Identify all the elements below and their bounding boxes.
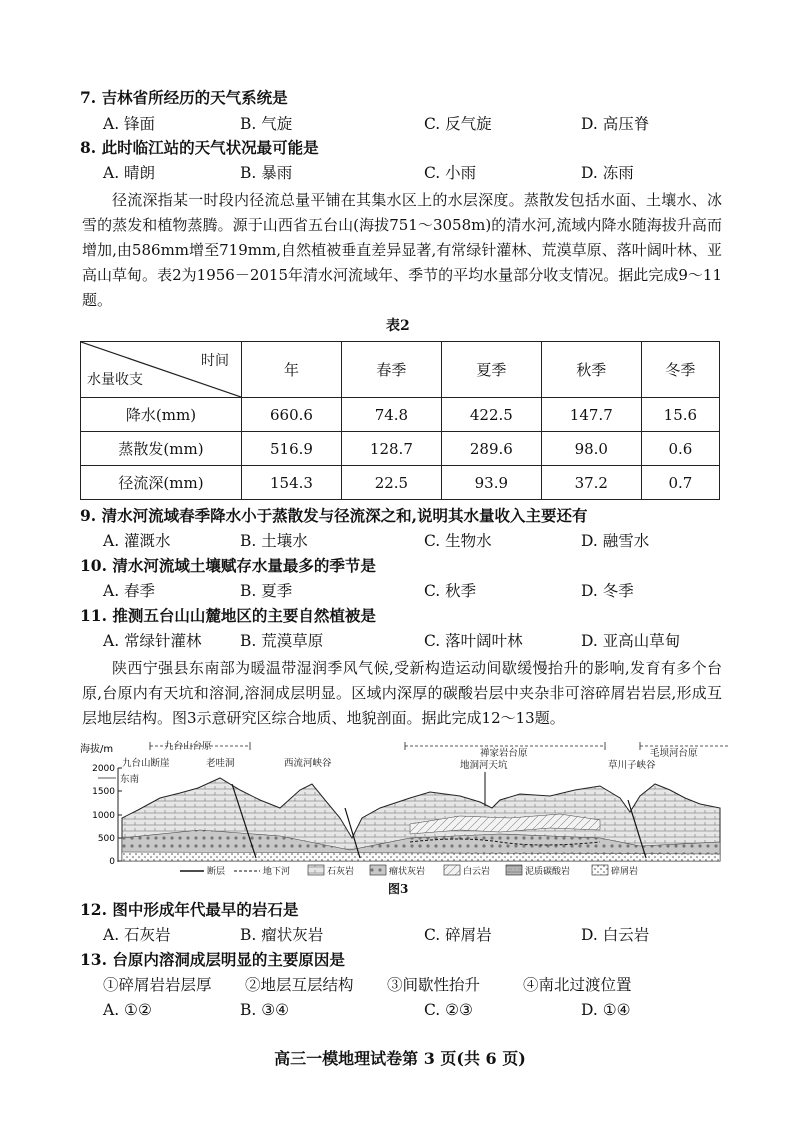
page-footer: 高三一模地理试卷第 3 页(共 6 页) — [274, 1049, 526, 1068]
question-9-option-a[interactable]: A. 灌溉水 — [103, 532, 171, 550]
question-9-stem: 9. 清水河流域春季降水小于蒸散发与径流深之和,说明其水量收入主要还有 — [80, 506, 588, 525]
question-9-option-b[interactable]: B. 土壤水 — [240, 532, 308, 550]
table-cell: 516.9 — [242, 432, 342, 466]
table-cell: 93.9 — [441, 466, 541, 500]
table-corner-cell — [81, 342, 242, 398]
question-8-option-b[interactable]: B. 暴雨 — [240, 164, 293, 182]
question-12-option-d[interactable]: D. 白云岩 — [581, 926, 650, 944]
legend-nodular-swatch — [370, 865, 386, 875]
place-label-laowadong: 老哇洞 — [206, 758, 235, 769]
question-8-option-a[interactable]: A. 晴朗 — [103, 164, 156, 182]
table-cell: 15.6 — [641, 398, 719, 432]
y-axis-label: 海拔/m — [80, 744, 114, 755]
question-11-option-a[interactable]: A. 常绿针灌林 — [103, 632, 202, 650]
legend-clastic-swatch — [592, 865, 608, 875]
table-row-label: 蒸散发(mm) — [81, 432, 242, 466]
question-9-option-d[interactable]: D. 融雪水 — [581, 532, 650, 550]
question-11-option-c[interactable]: C. 落叶阔叶林 — [424, 632, 523, 650]
question-10-option-b[interactable]: B. 夏季 — [240, 582, 293, 600]
question-13-option-b[interactable]: B. ③④ — [240, 1001, 290, 1019]
table-header-row — [81, 342, 720, 398]
question-13-stem: 13. 台原内溶洞成层明显的主要原因是 — [80, 950, 345, 969]
question-11-option-d[interactable]: D. 亚高山草甸 — [581, 632, 681, 650]
place-label-xiliuhe-gorge: 西流河峡谷 — [284, 758, 332, 769]
question-7-option-a[interactable]: A. 锋面 — [103, 115, 156, 133]
table-row — [81, 466, 720, 500]
table-cell: 660.6 — [242, 398, 342, 432]
legend-marl-swatch — [506, 865, 522, 875]
legend-clastic-rock: 碎屑岩 — [611, 867, 639, 877]
place-label-caochuanzi-gorge: 草川子峡谷 — [608, 760, 656, 771]
question-13-choice-1: ①碎屑岩岩层厚 — [103, 976, 212, 994]
question-13-choice-2: ②地层互层结构 — [245, 976, 354, 994]
legend-underground-river: 地下河 — [263, 867, 291, 877]
table-row-label: 径流深(mm) — [81, 466, 242, 500]
y-tick-label: 2000 — [92, 764, 115, 774]
question-13-option-d[interactable]: D. ①④ — [581, 1001, 631, 1019]
reading-passage-2 — [82, 656, 722, 731]
legend-limestone: 石灰岩 — [327, 867, 355, 877]
corner-label-item: 水量收支 — [87, 372, 143, 388]
table-column-header: 年 — [242, 342, 342, 398]
table-column-header: 秋季 — [541, 342, 641, 398]
figure-caption: 图3 — [388, 882, 409, 896]
question-8-option-c[interactable]: C. 小雨 — [424, 164, 477, 182]
table-caption: 表2 — [386, 318, 410, 334]
table-row — [81, 432, 720, 466]
water-balance-table — [80, 341, 720, 500]
y-tick-label: 1500 — [92, 787, 115, 797]
legend-argillaceous-carbonate: 泥质碳酸岩 — [525, 867, 571, 877]
table-row — [81, 398, 720, 432]
region-label-maobahe: 毛坝河台原 — [650, 748, 698, 759]
y-tick-label: 500 — [97, 834, 115, 844]
region-label-jiutaishan: 九台山台原 — [164, 741, 212, 752]
place-label-jiutaishan-cliff: 九台山断崖 — [122, 758, 170, 769]
question-10-option-c[interactable]: C. 秋季 — [424, 582, 477, 600]
reading-passage-1 — [82, 188, 722, 313]
question-10-option-d[interactable]: D. 冬季 — [581, 582, 634, 600]
table-cell: 289.6 — [441, 432, 541, 466]
question-7-option-b[interactable]: B. 气旋 — [240, 115, 293, 133]
y-tick-label: 1000 — [92, 811, 115, 821]
table-cell: 128.7 — [341, 432, 441, 466]
legend-dolomite-swatch — [444, 865, 460, 875]
question-12-option-c[interactable]: C. 碎屑岩 — [424, 926, 492, 944]
geologic-cross-section-figure — [80, 738, 730, 878]
table-cell: 0.7 — [641, 466, 719, 500]
question-7-option-d[interactable]: D. 高压脊 — [581, 115, 650, 133]
region-label-chanjiayan: 禅家岩台原 — [480, 748, 528, 759]
question-8-stem: 8. 此时临江站的天气状况最可能是 — [80, 138, 319, 157]
legend-dolomite: 白云岩 — [463, 867, 491, 877]
table-cell: 37.2 — [541, 466, 641, 500]
question-12-stem: 12. 图中形成年代最早的岩石是 — [80, 900, 299, 919]
question-12-option-b[interactable]: B. 瘤状灰岩 — [240, 926, 324, 944]
table-column-header: 夏季 — [441, 342, 541, 398]
question-13-choice-4: ④南北过渡位置 — [523, 976, 632, 994]
passage-2-text: 陕西宁强县东南部为暖温带湿润季风气候,受新构造运动间歇缓慢抬升的影响,发育有多个台原,台原内有天坑和溶洞,溶洞成层明显。区域内深厚的碳酸岩层中夹杂非可溶碎屑岩岩层,形成互层地层结构。图3示意研究区综合地质、地貌剖面。据此完成12～13题。 — [82, 659, 722, 727]
table-cell: 98.0 — [541, 432, 641, 466]
passage-1-text: 径流深指某一时段内径流总量平铺在其集水区上的水层深度。蒸散发包括水面、土壤水、冰雪的蒸发和植物蒸腾。源于山西省五台山(海拔751～3058m)的清水河,流域内降水随海拔升高而增加,由586mm增至719mm,自然植被垂直差异显著,有常绿针灌林、荒漠草原、落叶阔叶林、亚高山草甸。表2为1956－2015年清水河流域年、季节的平均水量部分收支情况。据此完成9～11题。 — [82, 191, 722, 309]
table-cell: 422.5 — [441, 398, 541, 432]
direction-label: 东南 — [120, 774, 140, 785]
question-13-choice-3: ③间歇性抬升 — [387, 976, 481, 994]
question-9-option-c[interactable]: C. 生物水 — [424, 532, 492, 550]
table-cell: 0.6 — [641, 432, 719, 466]
question-10-stem: 10. 清水河流域土壤赋存水量最多的季节是 — [80, 556, 376, 575]
table-cell: 22.5 — [341, 466, 441, 500]
table-cell: 74.8 — [341, 398, 441, 432]
y-tick-label: 0 — [109, 857, 115, 867]
legend-nodular-limestone: 瘤状灰岩 — [389, 867, 426, 877]
table-column-header: 春季 — [341, 342, 441, 398]
question-7-option-c[interactable]: C. 反气旋 — [424, 115, 492, 133]
legend-fault: 断层 — [207, 867, 226, 877]
legend-limestone-swatch — [308, 865, 324, 875]
question-11-stem: 11. 推测五台山山麓地区的主要自然植被是 — [80, 606, 376, 625]
question-10-option-a[interactable]: A. 春季 — [103, 582, 156, 600]
place-label-didonghe-sinkhole: 地洞河天坑 — [460, 760, 508, 771]
question-8-option-d[interactable]: D. 冻雨 — [581, 164, 634, 182]
question-13-option-a[interactable]: A. ①② — [103, 1001, 152, 1019]
question-7-stem: 7. 吉林省所经历的天气系统是 — [80, 88, 288, 107]
table-cell: 147.7 — [541, 398, 641, 432]
table-column-header: 冬季 — [641, 342, 719, 398]
question-13-option-c[interactable]: C. ②③ — [424, 1001, 473, 1019]
table-row-label: 降水(mm) — [81, 398, 242, 432]
question-12-option-a[interactable]: A. 石灰岩 — [103, 926, 171, 944]
corner-label-time: 时间 — [201, 353, 229, 369]
table-cell: 154.3 — [242, 466, 342, 500]
question-11-option-b[interactable]: B. 荒漠草原 — [240, 632, 324, 650]
